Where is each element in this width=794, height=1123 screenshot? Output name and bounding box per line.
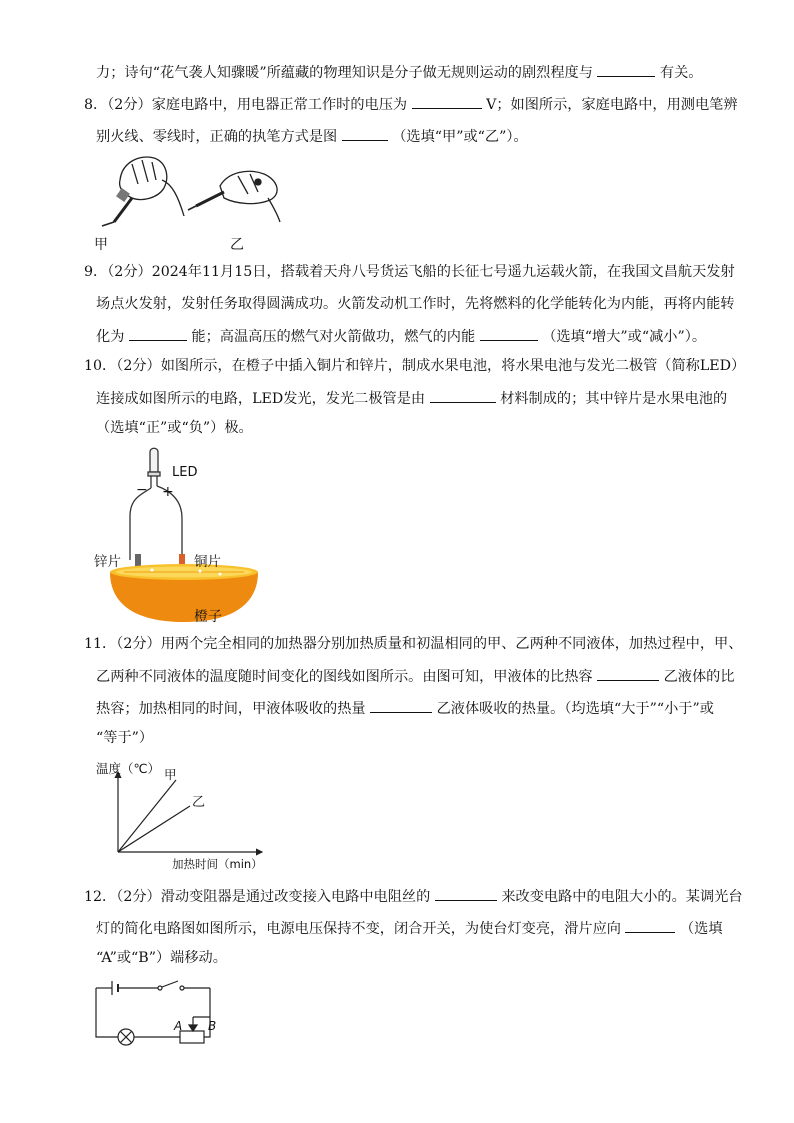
tester-pen-figure [92,150,292,230]
q10-line-1: 10．（2分）如图所示，在橙子中插入铜片和锌片，制成水果电池，将水果电池与发光二极管（简称LED） [84,358,746,374]
q10-line-3: （选填“正”或“负”）极。 [96,420,253,436]
switch-lever [162,981,178,987]
q8-line-2: 别火线、零线时，正确的执笔方式是图 （选填“甲”或“乙”）。 [96,126,528,147]
series-jia-label: 甲 [164,767,177,782]
temperature-graph [96,760,266,872]
q9-line-2: 场点火发射，发射任务取得圆满成功。火箭发动机工作时，先将燃料的化学能转化为内能，再将内能转 [96,296,735,312]
q11-line-1: 11．（2分）用两个完全相同的加热器分别加热质量和初温相同的甲、乙两种不同液体，加热过程中，甲、 [84,636,743,652]
q7-line: 力；诗句“花气袭人知骤暖”所蕴藏的物理知识是分子做无规则运动的剧烈程度与 有关。 [96,62,703,83]
orange-illustration [110,564,258,622]
answer-blank[interactable] [129,326,187,341]
answer-blank[interactable] [597,666,659,681]
answer-blank[interactable] [480,326,538,341]
led-label: LED [172,465,198,480]
q9-line-3: 化为 能；高温高压的燃气对火箭做功，燃气的内能 （选填“增大”或“减小”）。 [96,326,706,347]
q12-line-3: “A”或“B”）端移动。 [96,950,227,966]
answer-blank[interactable] [412,94,482,109]
rheostat [180,1031,204,1043]
copper-label: 铜片 [194,554,221,570]
answer-blank[interactable] [430,388,496,403]
q9-line-1: 9．（2分）2024年11月15日，搭载着天舟八号货运飞船的长征七号遥九运载火箭，在我国文昌航天发射 [84,264,735,280]
x-axis-label: 加热时间（min） [172,857,263,871]
hand-jia-illustration [102,157,184,226]
answer-blank[interactable] [435,886,497,901]
switch-contact [180,986,184,990]
series-jia-line [118,780,176,852]
figure-caption-yi: 乙 [230,237,244,253]
zinc-label: 锌片 [94,554,121,570]
q12-line-1: 12．（2分）滑动变阻器是通过改变接入电路中电阻丝的 来改变电路中的电阻大小的。某调光台 [84,886,743,907]
fruit-battery-figure [90,446,290,626]
q12-line-2: 灯的简化电路图如图所示，电源电压保持不变，闭合开关，为使台灯变亮，滑片应向 （选填 [96,918,723,939]
q11-line-4: “等于”） [96,730,154,746]
label-b: B [208,1019,217,1033]
label-a: A [174,1019,183,1033]
led-illustration [148,448,160,488]
series-yi-label: 乙 [192,795,206,810]
series-yi-line [118,806,190,852]
answer-blank[interactable] [342,126,388,141]
plus-sign: + [162,484,174,500]
hand-yi-illustration [188,171,280,222]
q11-line-3: 热容；加热相同的时间，甲液体吸收的热量 乙液体吸收的热量。（均选填“大于”“小于”或 [96,698,714,719]
orange-label: 橙子 [194,609,222,625]
switch-contact [158,986,162,990]
answer-blank[interactable] [597,62,655,77]
figure-caption-jia: 甲 [94,237,108,253]
answer-blank[interactable] [625,918,675,933]
circuit-diagram [90,976,220,1050]
q8-line-1: 8．（2分）家庭电路中，用电器正常工作时的电压为 V；如图所示，家庭电路中，用测电笔辨 [84,94,738,115]
y-axis-label: 温度（℃） [96,761,161,776]
q10-line-2: 连接成如图所示的电路，LED发光，发光二极管是由 材料制成的；其中锌片是水果电池的 [96,388,727,409]
minus-sign: − [136,482,148,498]
answer-blank[interactable] [370,698,432,713]
q11-line-2: 乙两种不同液体的温度随时间变化的图线如图所示。由图可知，甲液体的比热容 乙液体的比 [96,666,735,687]
